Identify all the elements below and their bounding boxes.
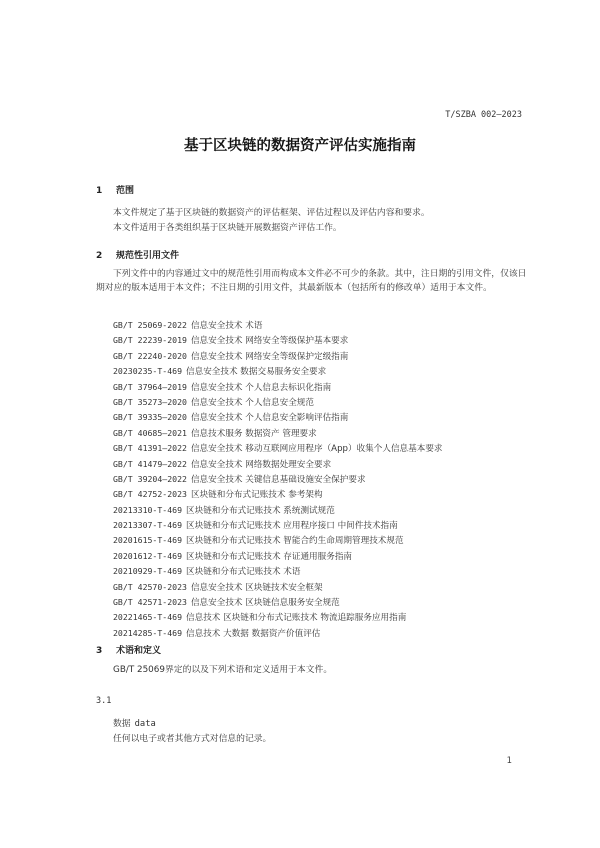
reference-code: GB/T 39204—2022: [113, 473, 187, 484]
reference-code: GB/T 40685—2021: [113, 427, 187, 438]
reference-code: 20210929-T-469: [113, 566, 183, 577]
section-number: 3: [96, 646, 103, 656]
reference-item: [113, 426, 443, 441]
reference-name: 信息安全技术 移动互联网应用程序（App）收集个人信息基本要求: [190, 444, 443, 455]
reference-item: [113, 364, 443, 379]
reference-name: 信息技术服务 数据资产 管理要求: [190, 428, 317, 439]
scope-paragraph-1: 本文件规定了基于区块链的数据资产的评估框架、评估过程以及评估内容和要求。: [113, 208, 430, 218]
reference-code: 20230235-T-469: [113, 366, 183, 377]
normative-intro: 下列文件中的内容通过文中的规范性引用而构成本文件必不可少的条款。其中，注日期的引用文件，仅该日期对应的版本适用于本文件；不注日期的引用文件，其最新版本（包括所有的修改单）适用于本文件。: [96, 269, 527, 293]
section-heading-terms: [96, 643, 161, 656]
reference-name: 信息安全技术 区块链信息服务安全规范: [190, 598, 340, 609]
reference-code: GB/T 42570-2023: [113, 581, 187, 592]
reference-code: GB/T 25069-2022: [113, 320, 187, 330]
reference-item: [113, 380, 443, 395]
reference-code: GB/T 37964—2019: [113, 381, 187, 392]
term-name-en: data: [134, 719, 156, 729]
reference-name: 信息安全技术 个人信息安全规范: [190, 397, 314, 408]
reference-code: GB/T 39335—2020: [113, 412, 187, 423]
reference-code: GB/T 41391—2022: [113, 443, 187, 454]
reference-item: [113, 410, 443, 425]
reference-item: [113, 318, 443, 333]
reference-code: GB/T 22239-2019: [113, 335, 187, 346]
reference-code: 20221465-T-469: [113, 612, 183, 623]
reference-item: [113, 472, 443, 487]
reference-name: 区块链和分布式记账技术 智能合约生命周期管理技术规范: [186, 536, 404, 547]
reference-item: [113, 564, 443, 579]
section-title: 范围: [116, 186, 135, 196]
reference-item: [113, 457, 443, 472]
reference-item: [113, 626, 443, 641]
reference-code: 20213310-T-469: [113, 504, 183, 515]
reference-name: 区块链和分布式记账技术 系统测试规范: [186, 505, 335, 516]
reference-name: 信息安全技术 个人信息去标识化指南: [190, 382, 332, 393]
reference-name: 区块链和分布式记账技术 术语: [186, 567, 301, 578]
document-title: 基于区块链的数据资产评估实施指南: [184, 138, 416, 154]
reference-code: GB/T 41479—2022: [113, 458, 187, 469]
term-number: 3.1: [96, 696, 112, 706]
reference-item: [113, 549, 443, 564]
reference-name: 信息安全技术 网络安全等级保护定级指南: [190, 351, 349, 362]
reference-name: 区块链和分布式记账技术 存证通用服务指南: [186, 551, 353, 562]
section-number: 1: [96, 186, 103, 196]
terms-intro: GB/T 25069界定的以及下列术语和定义适用于本文件。: [113, 665, 333, 675]
document-code: T/SZBA 002—2023: [445, 110, 522, 120]
section-heading-scope: [96, 183, 134, 196]
reference-code: 20213307-T-469: [113, 520, 183, 531]
reference-name: 信息安全技术 个人信息安全影响评估指南: [190, 413, 349, 424]
reference-item: [113, 333, 443, 348]
reference-item: [113, 503, 443, 518]
reference-item: [113, 610, 443, 625]
section-number: 2: [96, 251, 103, 261]
reference-name: 信息技术 大数据 数据资产价值评估: [186, 628, 321, 639]
scope-paragraph-2: 本文件适用于各类组织基于区块链开展数据资产评估工作。: [113, 223, 342, 233]
reference-item: [113, 595, 443, 610]
reference-name: 信息安全技术 关键信息基础设施安全保护要求: [190, 474, 366, 485]
reference-item: [113, 395, 443, 410]
reference-code: GB/T 35273—2020: [113, 396, 187, 407]
section-title: 术语和定义: [116, 646, 162, 656]
reference-code: 20201612-T-469: [113, 550, 183, 561]
reference-name: 信息安全技术 网络数据处理安全要求: [190, 459, 332, 470]
reference-code: GB/T 22240-2020: [113, 350, 187, 361]
reference-code: 20201615-T-469: [113, 535, 183, 546]
reference-code: 20214285-T-469: [113, 627, 183, 638]
reference-item: [113, 349, 443, 364]
reference-name: 区块链和分布式记账技术 参考架构: [190, 490, 323, 501]
reference-name: 信息安全技术 区块链技术安全框架: [190, 582, 323, 593]
reference-name: 信息安全技术 数据交易服务安全要求: [186, 367, 327, 378]
reference-item: [113, 533, 443, 548]
term-name-zh: 数据: [113, 719, 131, 729]
section-heading-normative: [96, 248, 179, 261]
reference-list: [113, 318, 443, 641]
reference-item: [113, 441, 443, 456]
reference-name: 信息安全技术 术语: [190, 321, 263, 331]
section-title: 规范性引用文件: [116, 251, 180, 261]
reference-item: [113, 518, 443, 533]
reference-code: GB/T 42752-2023: [113, 489, 187, 500]
reference-name: 区块链和分布式记账技术 应用程序接口 中间件技术指南: [186, 521, 398, 532]
reference-code: GB/T 42571-2023: [113, 597, 187, 608]
term-name: [113, 716, 156, 729]
term-definition: 任何以电子或者其他方式对信息的记录。: [113, 734, 272, 744]
reference-item: [113, 487, 443, 502]
page-number: 1: [506, 756, 512, 766]
reference-name: 信息安全技术 网络安全等级保护基本要求: [190, 336, 349, 347]
reference-item: [113, 580, 443, 595]
reference-name: 信息技术 区块链和分布式记账技术 物流追踪服务应用指南: [186, 613, 407, 624]
